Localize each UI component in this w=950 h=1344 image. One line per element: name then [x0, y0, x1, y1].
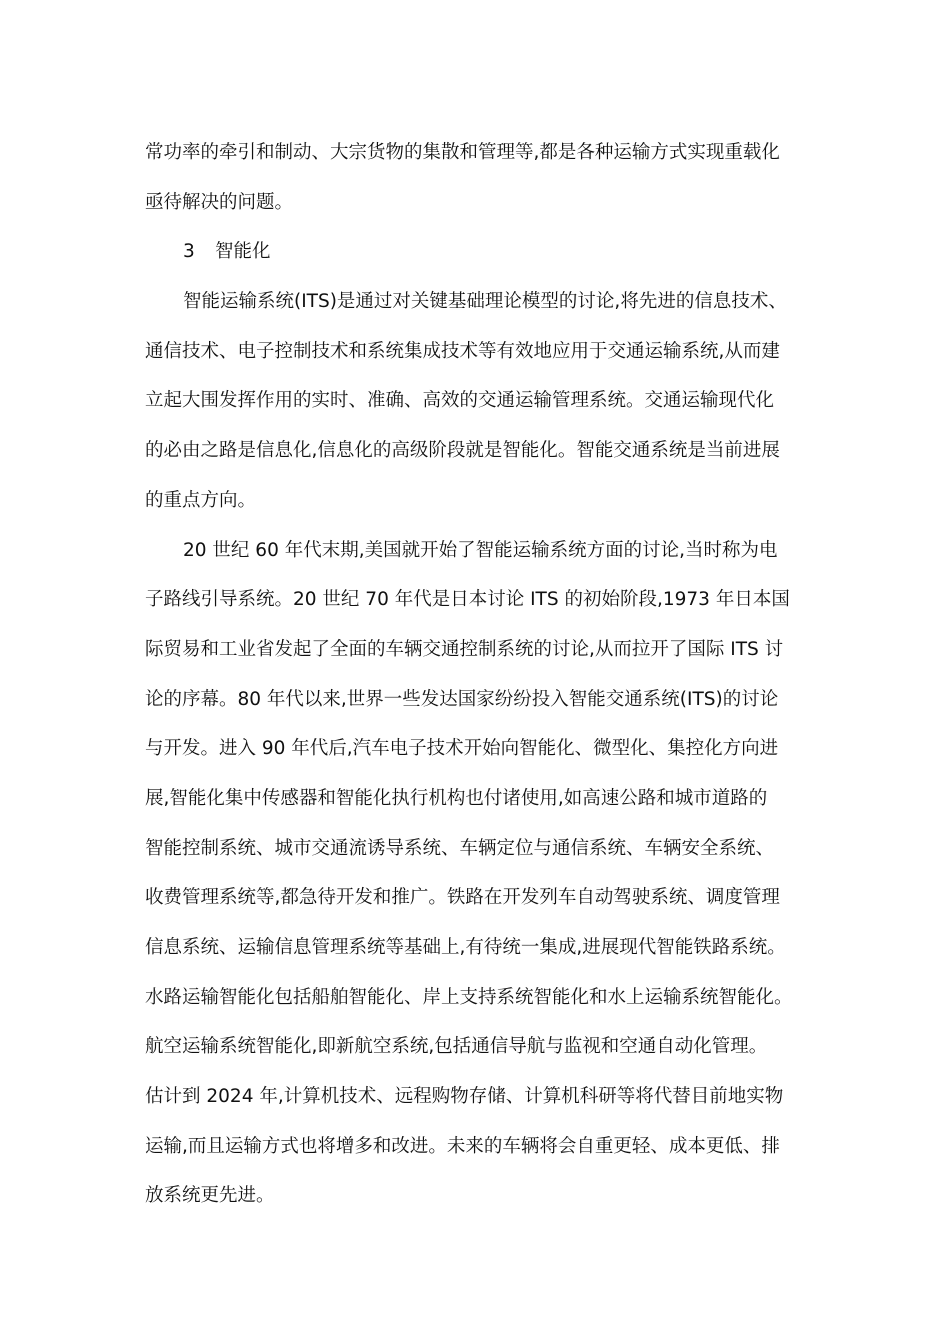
- text-line: 估计到 2024 年,计算机技术、远程购物存储、计算机科研等将代替目前地实物: [145, 1086, 784, 1108]
- text-line: 与开发。进入 90 年代后,汽车电子技术开始向智能化、微型化、集控化方向进: [145, 738, 779, 760]
- text-line: 际贸易和工业省发起了全面的车辆交通控制系统的讨论,从而拉开了国际 ITS 讨: [145, 638, 784, 660]
- paragraph-first-line: 智能运输系统(ITS)是通过对关键基础理论模型的讨论,将先进的信息技术、: [183, 291, 787, 313]
- text-line: 运输,而且运输方式也将增多和改进。未来的车辆将会自重更轻、成本更低、排: [145, 1135, 780, 1157]
- text-line: 智能控制系统、城市交通流诱导系统、车辆定位与通信系统、车辆安全系统、: [145, 837, 775, 859]
- text-line: 信息系统、运输信息管理系统等基础上,有待统一集成,进展现代智能铁路系统。: [145, 937, 786, 958]
- text-line: 立起大围发挥作用的实时、准确、高效的交通运输管理系统。交通运输现代化: [145, 390, 775, 412]
- section-number: 3: [183, 241, 195, 263]
- text-line: 亟待解决的问题。: [145, 191, 294, 213]
- section-heading: [145, 227, 815, 277]
- text-line: 通信技术、电子控制技术和系统集成技术等有效地应用于交通运输系统,从而建: [145, 340, 780, 362]
- text-line: 航空运输系统智能化,即新航空系统,包括通信导航与监视和空通自动化管理。: [145, 1036, 768, 1058]
- text-line: 的必由之路是信息化,信息化的高级阶段就是智能化。智能交通系统是当前进展: [145, 440, 780, 462]
- text-line: 水路运输智能化包括船舶智能化、岸上支持系统智能化和水上运输系统智能化。: [145, 986, 793, 1008]
- text-line: 收费管理系统等,都急待开发和推广。铁路在开发列车自动驾驶系统、调度管理: [145, 887, 780, 909]
- text-line: 的重点方向。: [145, 489, 257, 511]
- document-body: [145, 128, 815, 1221]
- text-line: 子路线引导系统。20 世纪 70 年代是日本讨论 ITS 的初始阶段,1973 年日本国: [145, 589, 790, 611]
- paragraph-first-line: 20 世纪 60 年代末期,美国就开始了智能运输系统方面的讨论,当时称为电: [183, 539, 778, 561]
- text-line: 放系统更先进。: [145, 1185, 275, 1207]
- text-line: 常功率的牵引和制动、大宗货物的集散和管理等,都是各种运输方式实现重载化: [145, 142, 780, 163]
- text-line: 论的序幕。80 年代以来,世界一些发达国家纷纷投入智能交通系统(ITS)的讨论: [145, 688, 779, 710]
- text-line: 展,智能化集中传感器和智能化执行机构也付诸使用,如高速公路和城市道路的: [145, 787, 768, 809]
- section-title: 智能化: [215, 241, 271, 263]
